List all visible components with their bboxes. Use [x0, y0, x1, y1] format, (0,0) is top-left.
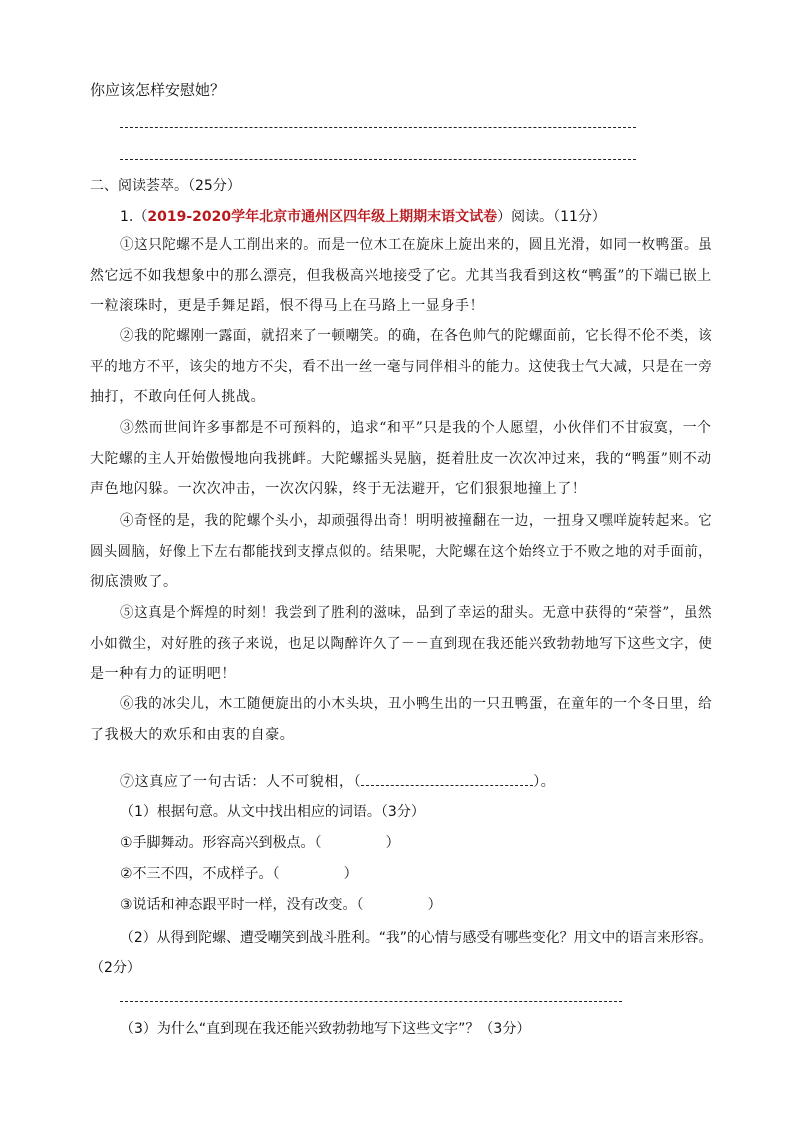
- passage-line: ⑤这真是个辉煌的时刻！我尝到了胜利的滋味，品到了幸运的甜头。无意中获得的“荣誉”，虽然: [120, 605, 713, 621]
- subquestion-1-item: [120, 833, 400, 853]
- item-close: ）: [385, 835, 400, 851]
- section-title: 二、阅读荟萃。（25分）: [90, 178, 241, 194]
- item-close: ）: [343, 866, 358, 882]
- passage-line: ⑥我的冰尖儿，木工随便旋出的小木头块，丑小鸭生出的一只丑鸭蛋，在童年的一个冬日里，给: [120, 696, 713, 712]
- subquestion-1-item: [120, 864, 358, 884]
- passage-line: 彻底溃败了。: [90, 574, 178, 590]
- passage-line: 大陀螺的主人开始傲慢地向我挑衅。大陀螺摇头晃脑，挺着肚皮一次次冲过来，我的“鸭蛋”则不动: [90, 451, 712, 467]
- subquestion-1-item: [120, 895, 442, 915]
- question-1-heading: [120, 207, 606, 227]
- subquestion-1-prompt: （1）根据句意。从文中找出相应的词语。（3分）: [120, 804, 425, 820]
- subquestion-2-prompt: （2）从得到陀螺、遭受嘲笑到战斗胜利。“我”的心情与感受有哪些变化？用文中的语言来形容。: [120, 930, 713, 946]
- passage-line: 声色地闪躲。一次次冲击，一次次闪躲，终于无法避开，它们狠狠地撞上了！: [90, 481, 587, 497]
- passage-line: ②我的陀螺刚一露面，就招来了一顿嘲笑。的确，在各色帅气的陀螺面前，它长得不伦不类，该: [120, 328, 713, 344]
- passage-line: 小如微尘，对好胜的孩子来说，也足以陶醉许久了－－直到现在我还能兴致勃勃地写下这些文字，使: [90, 636, 713, 652]
- subquestion-3-prompt: （3）为什么“直到现在我还能兴致勃勃地写下这些文字”？（3分）: [120, 1021, 531, 1037]
- item-text: ①手脚舞动。形容高兴到极点。（: [120, 835, 322, 851]
- question-intro: 你应该怎样安慰她？: [90, 81, 226, 99]
- paragraph-7: [120, 771, 555, 792]
- item-text: ②不三不四，不成样子。（: [120, 866, 280, 882]
- answer-line: [120, 127, 636, 128]
- question-suffix: ）阅读。（11分）: [497, 209, 606, 225]
- passage-line: 一粒滚珠时，更是手舞足蹈，恨不得马上在马路上一显身手！: [90, 298, 485, 314]
- fill-in-blank: [361, 771, 533, 786]
- answer-line: [120, 1001, 622, 1002]
- passage-line: 抽打，不敢向任何人挑战。: [90, 389, 266, 405]
- passage-line: 是一种有力的证明吧！: [90, 666, 236, 682]
- question-source: 2019-2020学年北京市通州区四年级上期期末语文试卷: [147, 209, 498, 225]
- passage-line: 平的地方不平，该尖的地方不尖，看不出一丝一毫与同伴相斗的能力。这使我士气大减，只是在一旁: [90, 359, 713, 375]
- passage-line: 圆头圆脑，好像上下左右都能找到支撑点似的。结果呢，大陀螺在这个始终立于不败之地的对手面前，: [90, 544, 712, 560]
- question-number: 1.（: [120, 209, 148, 225]
- passage-line: ④奇怪的是，我的陀螺个头小，却顽强得出奇！明明被撞翻在一边，一扭身又嘿咩旋转起来。它: [120, 513, 713, 529]
- paragraph-7-text: ⑦这真应了一句古话：人不可貌相，（: [120, 774, 362, 790]
- item-text: ③说话和神态跟平时一样，没有改变。（: [120, 897, 364, 913]
- answer-line: [120, 159, 636, 160]
- passage-line: ①这只陀螺不是人工削出来的。而是一位木工在旋床上旋出来的，圆且光滑，如同一枚鸭蛋。虽: [120, 237, 713, 253]
- passage-line: 然它远不如我想象中的那么漂亮，但我极高兴地接受了它。尤其当我看到这枚“鸭蛋”的下端已嵌上: [90, 268, 712, 284]
- passage-line: ③然而世间许多事都是不可预料的，追求“和平”只是我的个人愿望，小伙伴们不甘寂寞，一个: [120, 420, 712, 436]
- subquestion-2-points: （2分）: [90, 960, 141, 976]
- paragraph-7-close: ）。: [533, 774, 556, 790]
- passage-line: 了我极大的欢乐和由衷的自豪。: [90, 727, 295, 743]
- item-close: ）: [427, 897, 442, 913]
